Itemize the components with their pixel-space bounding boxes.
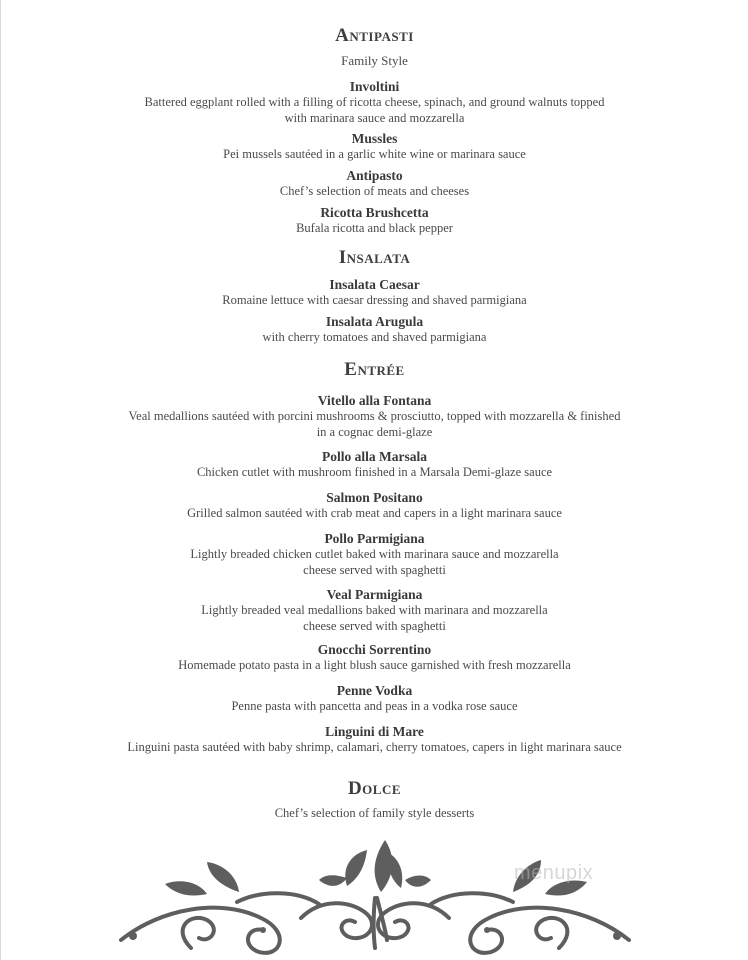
item-description: Chicken cutlet with mushroom finished in a Marsala Demi-glaze sauce xyxy=(196,465,553,479)
item-description: Chef’s selection of meats and cheeses xyxy=(279,184,470,198)
menu-item xyxy=(1,641,748,674)
item-name: Involtini xyxy=(349,79,400,94)
menu-item xyxy=(1,723,748,756)
item-name: Salmon Positano xyxy=(326,490,423,505)
item-name: Mussles xyxy=(351,131,398,146)
menu-item xyxy=(1,682,748,715)
menu-item xyxy=(1,530,748,578)
item-description: Linguini pasta sautéed with baby shrimp, calamari, cherry tomatoes, capers in light marinara sauce xyxy=(127,740,622,754)
item-description: Pei mussels sautéed in a garlic white wine or marinara sauce xyxy=(223,147,526,161)
menu-item xyxy=(1,204,748,237)
section-insalata xyxy=(1,246,748,270)
section-title-antipasti: Antipasti xyxy=(335,25,414,46)
item-description: cheese served with spaghetti xyxy=(303,562,446,577)
menu-item xyxy=(1,392,748,440)
section-dolce xyxy=(1,777,748,824)
item-description: Grilled salmon sautéed with crab meat and capers in a light marinara sauce xyxy=(187,506,562,520)
item-name: Ricotta Brushcetta xyxy=(320,205,429,220)
section-title-dolce: Dolce xyxy=(347,778,402,799)
item-name: Vitello alla Fontana xyxy=(317,393,432,408)
menu-item xyxy=(1,78,748,126)
item-description: Lightly breaded chicken cutlet baked with marinara sauce and mozzarella xyxy=(190,547,559,561)
item-description: Battered eggplant rolled with a filling of ricotta cheese, spinach, and ground walnuts topped xyxy=(144,95,605,109)
section-title-entree: Entrée xyxy=(344,359,405,380)
item-name: Gnocchi Sorrentino xyxy=(317,642,432,657)
watermark-text: menupix xyxy=(514,862,594,884)
floral-ornament-icon xyxy=(1,828,748,960)
item-name: Linguini di Mare xyxy=(325,724,424,739)
section-antipasti xyxy=(1,24,748,72)
menu-item xyxy=(1,130,748,163)
item-name: Antipasto xyxy=(346,168,403,183)
menu-item xyxy=(1,313,748,346)
menu-item xyxy=(1,167,748,200)
item-description: Romaine lettuce with caesar dressing and shaved parmigiana xyxy=(222,293,527,307)
item-description: in a cognac demi-glaze xyxy=(316,424,433,439)
menu-item xyxy=(1,448,748,481)
section-title-insalata: Insalata xyxy=(338,247,411,268)
section-subtitle-antipasti: Family Style xyxy=(341,53,408,68)
item-description: Bufala ricotta and black pepper xyxy=(296,221,453,235)
item-description: cheese served with spaghetti xyxy=(303,618,446,633)
item-description: with marinara sauce and mozzarella xyxy=(284,110,465,125)
item-description: Lightly breaded veal medallions baked with marinara and mozzarella xyxy=(201,603,548,617)
menu-item xyxy=(1,276,748,309)
item-description: Veal medallions sautéed with porcini mushrooms & prosciutto, topped with mozzarella & finished xyxy=(128,409,621,423)
item-description: with cherry tomatoes and shaved parmigiana xyxy=(262,330,487,344)
section-subtitle-dolce: Chef’s selection of family style desserts xyxy=(274,806,475,820)
section-entree xyxy=(1,358,748,382)
item-name: Insalata Caesar xyxy=(329,277,420,292)
item-description: Homemade potato pasta in a light blush sauce garnished with fresh mozzarella xyxy=(178,658,571,672)
item-name: Veal Parmigiana xyxy=(326,587,423,602)
item-name: Pollo alla Marsala xyxy=(322,449,427,464)
menu-item xyxy=(1,586,748,634)
item-name: Pollo Parmigiana xyxy=(324,531,425,546)
item-name: Penne Vodka xyxy=(336,683,413,698)
item-name: Insalata Arugula xyxy=(325,314,424,329)
item-description: Penne pasta with pancetta and peas in a vodka rose sauce xyxy=(231,699,518,713)
menu-item xyxy=(1,489,748,522)
